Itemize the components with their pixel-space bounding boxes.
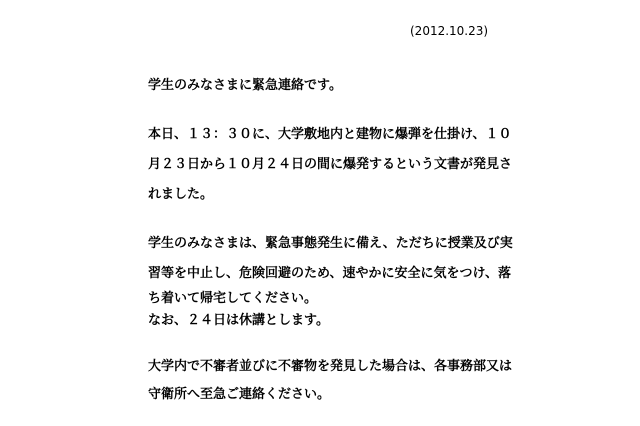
paragraph-2-line-1: 学生のみなさまは、緊急事態発生に備え、ただちに授業及び実 — [148, 236, 513, 251]
paragraph-1-line-2: 月２３日から１０月２４日の間に爆発するという文書が発見さ — [148, 157, 513, 172]
notice-heading: 学生のみなさまに緊急連絡です。 — [148, 78, 342, 93]
paragraph-2-line-2: 習等を中止し、危険回避のため、速やかに安全に気をつけ、落 — [148, 266, 511, 281]
paragraph-3-line-2: 守衛所へ至急ご連絡ください。 — [148, 387, 331, 402]
paragraph-2-line-3: ち着いて帰宅してください。 — [148, 291, 318, 306]
cancellation-notice: なお、２４日は休講とします。 — [148, 313, 329, 328]
paragraph-3-line-1: 大学内で不審者並びに不審物を発見した場合は、各事務部又は — [148, 359, 513, 374]
paragraph-1-line-1: 本日、１３：３０に、大学敷地内と建物に爆弾を仕掛け、１０ — [148, 127, 512, 142]
paragraph-1-line-3: れました。 — [148, 187, 214, 202]
notice-date: (2012.10.23) — [410, 24, 489, 38]
